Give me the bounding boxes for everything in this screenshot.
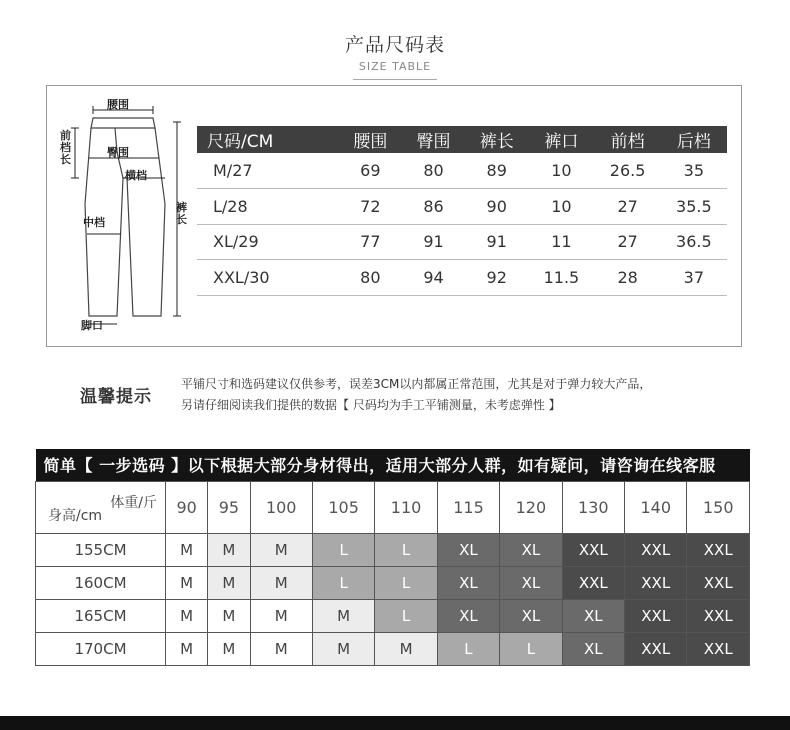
size-cell-value: 27 xyxy=(595,189,661,225)
size-recommendation-cell: M xyxy=(166,533,208,566)
size-recommendation-cell: M xyxy=(208,599,250,632)
size-recommendation-cell: XXL xyxy=(687,599,750,632)
size-row xyxy=(197,224,727,260)
size-recommendation-cell: L xyxy=(500,632,562,665)
size-cell-value: 27 xyxy=(595,224,661,260)
size-recommendation-cell: L xyxy=(312,533,374,566)
col-waist: 腰围 xyxy=(339,126,402,153)
label-thigh: 横档 xyxy=(125,169,147,182)
size-recommendation-cell: XXL xyxy=(625,599,687,632)
size-cell-value: 26.5 xyxy=(595,153,661,189)
size-cell-value: 35.5 xyxy=(661,189,727,225)
size-recommendation-cell: M xyxy=(312,599,374,632)
size-cell-value: 36.5 xyxy=(661,224,727,260)
size-row xyxy=(197,153,727,189)
label-waist: 腰围 xyxy=(107,98,129,111)
size-cell-value: 72 xyxy=(339,189,402,225)
col-hem: 裤口 xyxy=(528,126,594,153)
tips-text xyxy=(181,374,651,416)
col-hip: 臀围 xyxy=(402,126,465,153)
page-title: 产品尺码表 xyxy=(344,34,445,56)
size-recommendation-cell: XXL xyxy=(625,533,687,566)
title-divider xyxy=(353,79,437,80)
height-cell: 155CM xyxy=(36,533,166,566)
weight-axis-label: 体重/斤 xyxy=(110,494,157,511)
bottom-bar xyxy=(0,716,790,730)
size-recommendation-cell: XXL xyxy=(562,566,624,599)
size-cell-value: 90 xyxy=(465,189,528,225)
weight-header-cell: 150 xyxy=(687,481,750,533)
size-recommendation-cell: XL xyxy=(437,533,499,566)
col-back-rise: 后档 xyxy=(661,126,727,153)
size-recommendation-cell: XL xyxy=(562,599,624,632)
size-recommendation-cell: XXL xyxy=(625,632,687,665)
size-recommendation-cell: XL xyxy=(500,533,562,566)
weight-header-cell: 120 xyxy=(500,481,562,533)
recommendation-row xyxy=(36,632,750,665)
recommendation-row xyxy=(36,599,750,632)
size-cell-value: 89 xyxy=(465,153,528,189)
size-recommendation-cell: M xyxy=(166,632,208,665)
weight-header-cell: 115 xyxy=(437,481,499,533)
weight-header-cell: 130 xyxy=(562,481,624,533)
size-recommendation-cell: L xyxy=(312,566,374,599)
size-cell-label: L/28 xyxy=(197,189,339,225)
weight-header-row xyxy=(36,481,750,533)
pants-diagram xyxy=(55,94,195,342)
size-cell-label: M/27 xyxy=(197,153,339,189)
size-recommendation-cell: M xyxy=(250,599,312,632)
size-cell-value: 35 xyxy=(661,153,727,189)
size-table xyxy=(197,126,727,296)
recommendation-banner: 简单【 一步选码 】以下根据大部分身材得出，适用大部分人群，如有疑问，请咨询在线客服 xyxy=(36,449,750,481)
recommendation-row xyxy=(36,533,750,566)
size-cell-value: 91 xyxy=(465,224,528,260)
label-knee: 中档 xyxy=(83,216,105,229)
size-recommendation-cell: XXL xyxy=(687,566,750,599)
size-recommendation-cell: M xyxy=(250,533,312,566)
size-cell-value: 11.5 xyxy=(528,260,594,296)
label-hip: 臀围 xyxy=(107,146,129,159)
size-cell-value: 91 xyxy=(402,224,465,260)
height-axis-label: 身高/cm xyxy=(48,507,103,524)
size-cell-value: 10 xyxy=(528,189,594,225)
size-recommendation-cell: L xyxy=(375,599,437,632)
col-length: 裤长 xyxy=(465,126,528,153)
size-cell-value: 80 xyxy=(339,260,402,296)
tips-line-1: 平铺尺寸和选码建议仅供参考，误差3CM以内都属正常范围，尤其是对于弹力较大产品， xyxy=(181,377,652,391)
size-recommendation-cell: XL xyxy=(500,566,562,599)
size-recommendation-table xyxy=(35,449,750,666)
pants-outline-icon xyxy=(55,94,195,342)
label-hem: 脚口 xyxy=(81,319,103,332)
size-recommendation-cell: M xyxy=(208,566,250,599)
size-cell-value: 37 xyxy=(661,260,727,296)
size-recommendation-cell: M xyxy=(166,599,208,632)
col-size: 尺码/CM xyxy=(197,126,339,153)
page-subtitle: SIZE TABLE xyxy=(358,60,432,73)
size-recommendation-cell: XL xyxy=(562,632,624,665)
size-row xyxy=(197,260,727,296)
size-recommendation-cell: M xyxy=(208,533,250,566)
size-cell-value: 69 xyxy=(339,153,402,189)
weight-header-cell: 105 xyxy=(312,481,374,533)
tips-label: 温馨提示 xyxy=(80,387,152,407)
height-cell: 165CM xyxy=(36,599,166,632)
weight-header-cell: 95 xyxy=(208,481,250,533)
size-chart-panel xyxy=(46,85,742,347)
size-recommendation-cell: XL xyxy=(500,599,562,632)
size-recommendation-cell: M xyxy=(166,566,208,599)
weight-header-cell: 100 xyxy=(250,481,312,533)
size-cell-value: 77 xyxy=(339,224,402,260)
size-recommendation-cell: L xyxy=(375,566,437,599)
col-front-rise: 前档 xyxy=(595,126,661,153)
size-table-header xyxy=(197,126,727,153)
recommendation-row xyxy=(36,566,750,599)
size-cell-value: 28 xyxy=(595,260,661,296)
corner-cell xyxy=(36,481,166,533)
weight-header-cell: 140 xyxy=(625,481,687,533)
size-cell-value: 86 xyxy=(402,189,465,225)
size-recommendation-cell: M xyxy=(375,632,437,665)
size-cell-value: 92 xyxy=(465,260,528,296)
size-recommendation-cell: XL xyxy=(437,566,499,599)
size-cell-value: 80 xyxy=(402,153,465,189)
size-recommendation-cell: XXL xyxy=(687,632,750,665)
weight-header-cell: 110 xyxy=(375,481,437,533)
weight-header-cell: 90 xyxy=(166,481,208,533)
label-length: 裤长 xyxy=(176,201,187,226)
size-recommendation-cell: M xyxy=(250,632,312,665)
size-recommendation-cell: XXL xyxy=(625,566,687,599)
size-cell-value: 94 xyxy=(402,260,465,296)
size-cell-label: XXL/30 xyxy=(197,260,339,296)
size-cell-value: 10 xyxy=(528,153,594,189)
label-front-rise: 前档长 xyxy=(60,129,71,166)
tips-line-2: 另请仔细阅读我们提供的数据【 尺码均为手工平铺测量，未考虑弹性 】 xyxy=(181,398,561,412)
size-recommendation-cell: L xyxy=(437,632,499,665)
size-recommendation-cell: M xyxy=(312,632,374,665)
height-cell: 170CM xyxy=(36,632,166,665)
size-recommendation-cell: L xyxy=(375,533,437,566)
size-recommendation-cell: XL xyxy=(437,599,499,632)
size-recommendation-cell: XXL xyxy=(687,533,750,566)
size-recommendation-cell: XXL xyxy=(562,533,624,566)
size-row xyxy=(197,189,727,225)
size-recommendation-cell: M xyxy=(250,566,312,599)
size-recommendation-cell: M xyxy=(208,632,250,665)
size-cell-value: 11 xyxy=(528,224,594,260)
page-header xyxy=(0,30,790,80)
size-cell-label: XL/29 xyxy=(197,224,339,260)
height-cell: 160CM xyxy=(36,566,166,599)
